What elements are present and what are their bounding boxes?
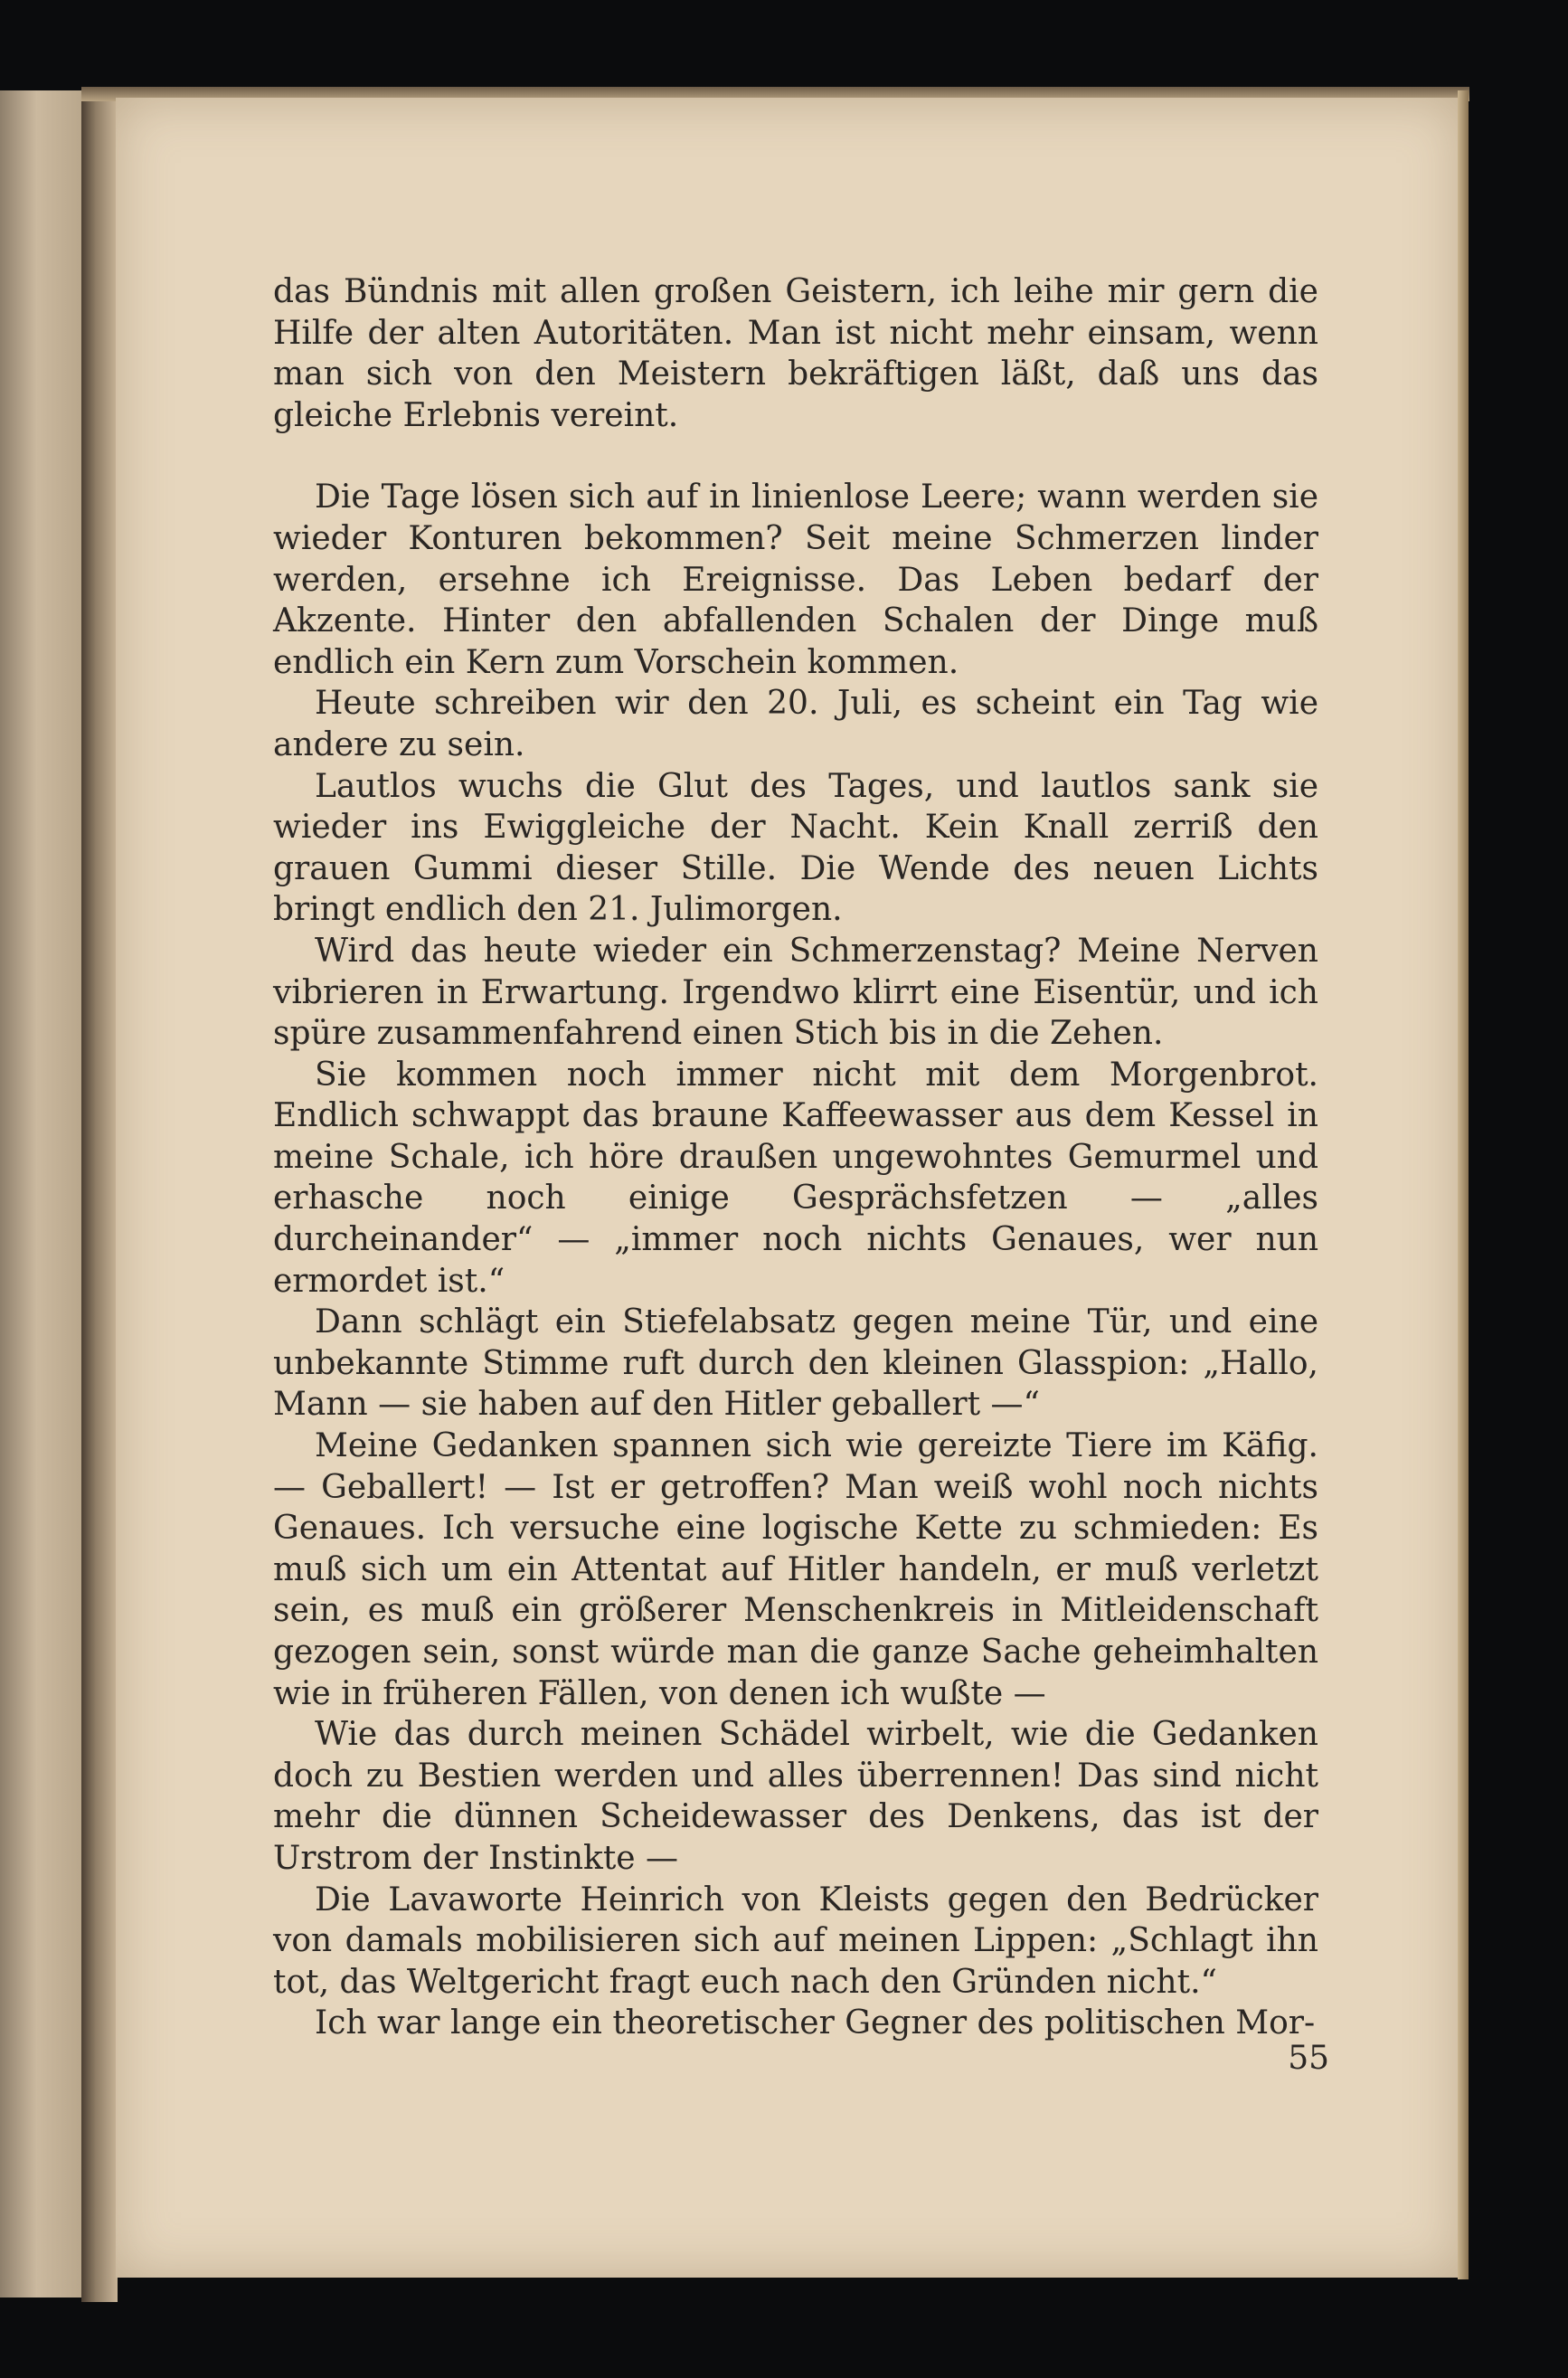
paragraph: Sie kommen noch immer nicht mit dem Morgenbrot. Endlich schwappt das braune Kaffeewasser aus dem Kessel in meine Schale, ich höre draußen ungewohntes Gemurmel und erhasche noch einige Gesprächsfetzen — „alles durcheinander“ — „immer noch nichts Genaues, wer nun ermordet ist.“ <box>273 1056 1318 1300</box>
book-gutter <box>81 95 118 2302</box>
paragraph: Wie das durch meinen Schädel wirbelt, wie die Gedanken doch zu Bestien werden und alles überrennen! Das sind nicht mehr die dünnen Scheidewasser des Denkens, das ist der Urstrom der Instinkte — <box>273 1716 1318 1877</box>
page-number: 55 <box>1288 2040 1329 2077</box>
paragraph: Meine Gedanken spannen sich wie gereizte Tiere im Käfig. — Geballert! — Ist er getroffen? Man weiß wohl noch nichts Genaues. Ich versuche eine logische Kette zu schmieden: Es muß sich um ein Attentat auf Hitler handeln, er muß verletzt sein, es muß ein größerer Menschenkreis in Mitleidenschaft gezogen sein, sonst würde man die ganze Sache geheimhalten wie in früheren Fällen, von denen ich wußte — <box>273 1427 1318 1712</box>
paragraph: Die Tage lösen sich auf in linienlose Leere; wann werden sie wieder Konturen bekommen? Seit meine Schmerzen linder werden, ersehne ich Ereignisse. Das Leben bedarf der Akzente. Hinter den abfallenden Schalen der Dinge muß endlich ein Kern zum Vorschein kommen. <box>273 478 1318 681</box>
paragraph: das Bündnis mit allen großen Geistern, ich leihe mir gern die Hilfe der alten Autoritäten. Man ist nicht mehr einsam, wenn man sich von den Meistern bekräftigen läßt, daß uns das gleiche Erlebnis vereint. <box>273 273 1318 434</box>
paragraph: Lautlos wuchs die Glut des Tages, und lautlos sank sie wieder ins Ewiggleiche der Nacht. Kein Knall zerriß den grauen Gummi dieser Stille. Die Wende des neuen Lichts bringt endlich den 21. Julimorgen. <box>273 767 1318 929</box>
left-page-edge <box>0 90 84 2297</box>
paragraph: Wird das heute wieder ein Schmerzenstag? Meine Nerven vibrieren in Erwartung. Irgendwo klirrt eine Eisentür, und ich spüre zusammenfahrend einen Stich bis in die Zehen. <box>273 932 1318 1053</box>
page-text <box>273 271 1318 2044</box>
paragraph: Ich war lange ein theoretischer Gegner des politischen Mor- <box>315 2004 1316 2042</box>
paragraph: Dann schlägt ein Stiefelabsatz gegen meine Tür, und eine unbekannte Stimme ruft durch den kleinen Glasspion: „Hallo, Mann — sie haben auf den Hitler geballert —“ <box>273 1303 1318 1424</box>
page-right-edge <box>1458 90 1469 2279</box>
paragraph: Die Lavaworte Heinrich von Kleists gegen den Bedrücker von damals mobilisieren sich auf meinen Lippen: „Schlagt ihn tot, das Weltgericht fragt euch nach den Gründen nicht.“ <box>273 1881 1318 2001</box>
paragraph: Heute schreiben wir den 20. Juli, es scheint ein Tag wie andere zu sein. <box>273 685 1318 763</box>
